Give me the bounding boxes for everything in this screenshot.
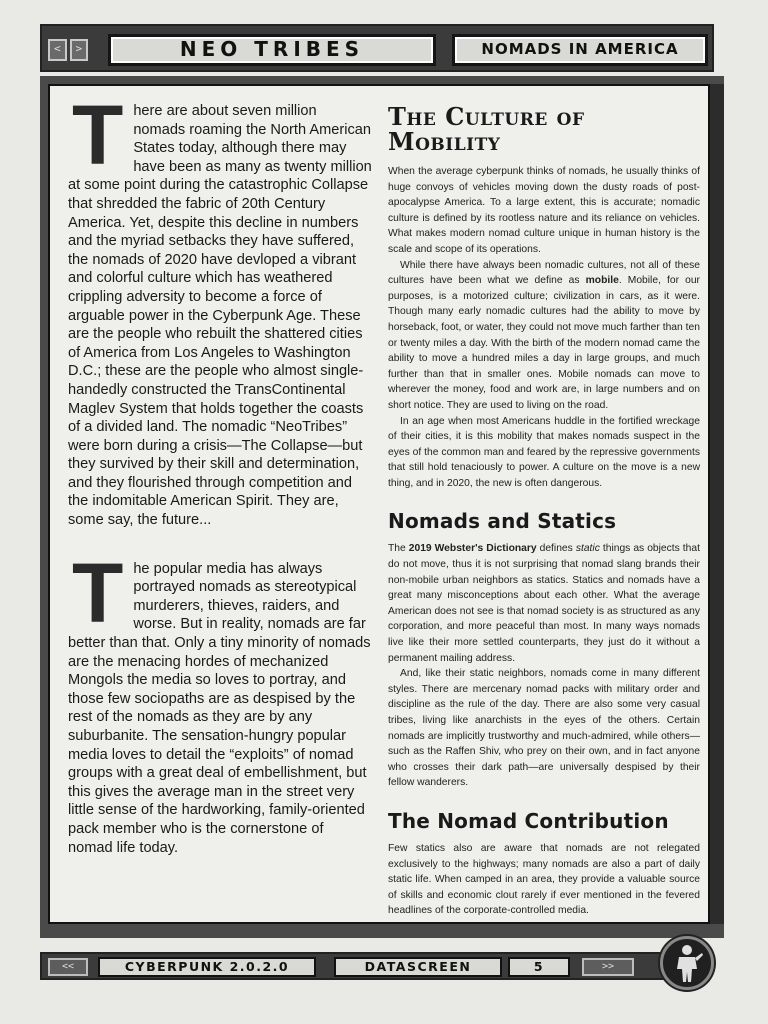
nav-right-icon[interactable]: >: [70, 39, 89, 61]
section-title: NOMADS IN AMERICA: [452, 34, 708, 66]
right-column: [388, 104, 700, 919]
intro-paragraph-2: [68, 545, 372, 858]
body-paragraph: The 2019 Webster's Dictionary defines static things as objects that do not move, thus it is not surprising that nomad slang brands their non-mobile urban neighbors as statics. Statics and nomads have a great many misconceptions about each other. What the average American does not see is that nomad society is as structured as any corporation, and more peaceful than most. In many ways nomads live like their more settled counterparts, they just do it without a permanent mailing address.: [388, 543, 700, 664]
body-paragraph: And, like their static neighbors, nomads come in many different styles. There are mercenary nomad packs with military order and discipline as the rule of the day. There are also some very casual tribes, living like anarchists in the eyes of the others. Certain nomads are implicitly trustworthy and much-admired, while others—such as the Raffen Shiv, who prey on their own, and in fact anyone who crosses their dark path—are universally despised by their fellow wanderers.: [388, 668, 700, 789]
page-number: 5: [508, 957, 570, 977]
nomad-figure-icon: [660, 936, 714, 990]
intro-text-1: here are about seven million nomads roaming the North American States today, although there may have been as many as twenty million at some point during the catastrophic Collapse that shredded the fabric of 20th Century America. Yet, despite this decline in numbers and the myriad setbacks they have suffered, the nomads of 2020 have devloped a vibrant and colorful culture which has weathered crippling adversity to become a force of arguable power in the Cyberpunk Age. These are the people who rebuilt the shattered cities of America from Los Angeles to Washington D.C.; these are the people who almost single-handedly constructed the TransContinental Maglev System that holds together the coasts of a divided land. The nomadic “NeoTribes” were born during a crisis—The Collapse—but they survived by their skill and determination, and they flourished through competition and the indomitable American Spirit. They are, some say, the future...: [68, 103, 372, 529]
left-column: [68, 88, 372, 857]
body-paragraph: In an age when most Americans huddle in the fortified wreckage of their cities, it is this mobility that makes nomads suspect in the eyes of the common man and feared by the repressive governments that still hold tenaciously to power. A culture on the move is a new thing, and in 2020, the new is often dangerous.: [388, 415, 700, 489]
heading-nomads-and-statics: Nomads and Statics: [388, 509, 617, 534]
drop-cap: T: [72, 88, 124, 182]
next-page-button[interactable]: >>: [582, 958, 634, 976]
header-nav-icons: [48, 39, 88, 61]
chapter-title: NEO TRIBES: [108, 34, 436, 66]
intro-paragraph-1: [68, 88, 372, 530]
body-paragraph: When the average cyberpunk thinks of nomads, he usually thinks of huge convoys of vehicles moving down the dusty roads of post-apocalypse America. To a large extent, this is accurate; nomadic culture is defined by its rootless nature and its reliance on vehicles. What makes modern nomad culture unique in human history is the scale and scope of its operations.: [388, 166, 700, 255]
footer-brand: CYBERPUNK 2.0.2.0: [98, 957, 316, 977]
intro-text-2: he popular media has always portrayed nomads as stereotypical murderers, thieves, raiders, and worse. But in reality, nomads are far better than that. Only a tiny minority of nomads are the menacing hordes of mechanized Mongols the media so loves to portray, and those few sociopaths are as despised by the rest of the nomads as they are by any suburbanite. The sensation-hungry popular media loves to detail the “exploits” of nomad groups with a great deal of embellishment, but this gives the average man in the street very little sense of the hardworking, family-oriented pack member who is the cornerstone of nomad life today.: [68, 560, 371, 856]
header-bar: [40, 24, 714, 72]
nav-left-icon[interactable]: <: [48, 39, 67, 61]
footer-section: DATASCREEN: [334, 957, 502, 977]
heading-nomad-contribution: The Nomad Contribution: [388, 808, 669, 833]
drop-cap: T: [72, 545, 124, 640]
body-paragraph: Few statics also are aware that nomads are not relegated exclusively to the highways; many nomads are also a part of daily static life. When camped in an area, they provide a valuable source of skills and economic clout rarely if ever mentioned in the fevered headlines of the corporate-controlled media.: [388, 842, 700, 917]
prev-page-button[interactable]: <<: [48, 958, 88, 976]
heading-culture-of-mobility: The Culture of Mobility: [388, 102, 585, 156]
body-paragraph: While there have always been nomadic cultures, not all of these cultures have been what we define as mobile. Mobile, for our purposes, is a motorized culture; civilization in cars, as it were. Though many early nomadic cultures had the ability to move by horseback, foot, or water, they could not move much farther than ten or twenty miles a day. With the birth of the modern nomad came the ability to move a hundred miles a day in large groups, and much further than that in smaller ones. Mobile nomads can move to wherever the money, food and work are, in large numbers and on short notice. They are used to living on the road.: [388, 259, 700, 411]
footer-bar: [40, 952, 680, 980]
